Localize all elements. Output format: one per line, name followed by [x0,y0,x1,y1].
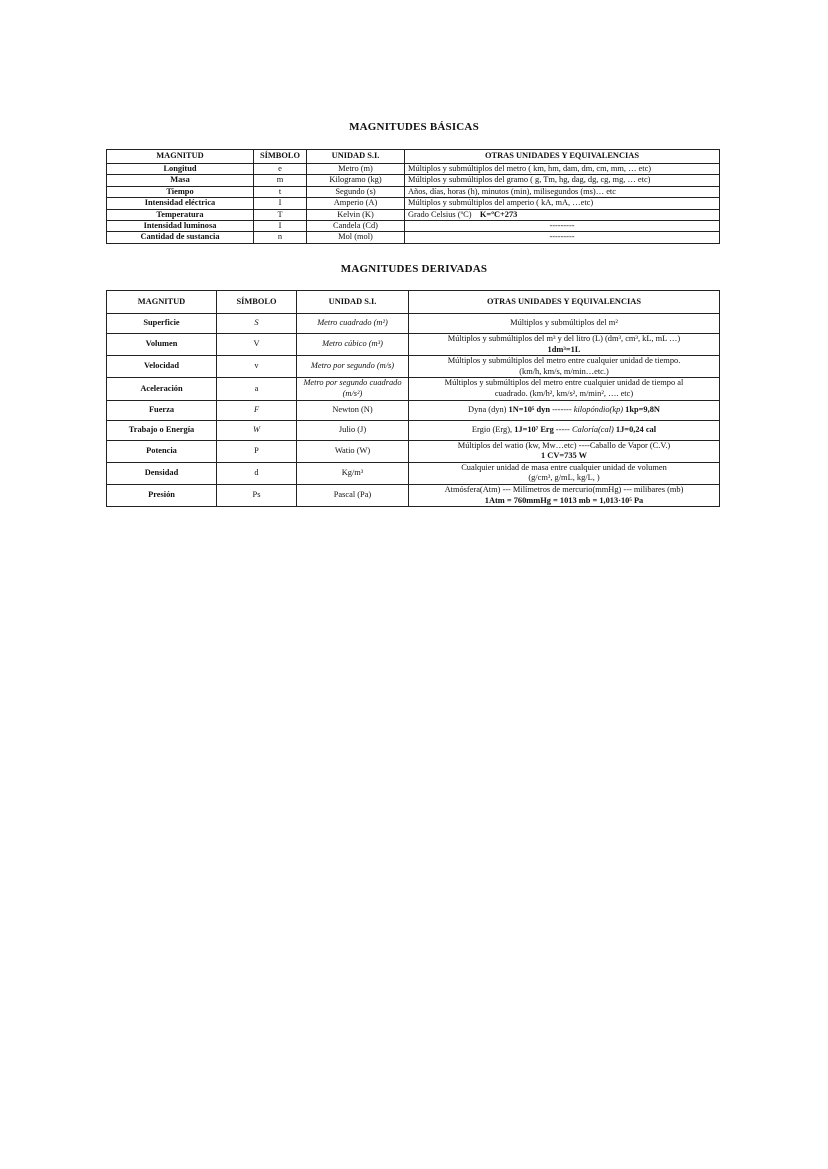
cell-unidad: Pascal (Pa) [297,484,409,506]
cell-magnitud: Temperatura [107,209,254,220]
cell-magnitud: Potencia [107,440,217,462]
cell-otras: Múltiplos y submúltiplos del amperio ( kA, mA, …etc) [405,198,720,209]
cell-simbolo: t [254,186,307,197]
cell-magnitud: Presión [107,484,217,506]
col-header-otras: OTRAS UNIDADES Y EQUIVALENCIAS [409,291,720,314]
temperature-formula: K=ºC+273 [479,209,518,219]
table-row [107,334,720,356]
cell-otras: Años, días, horas (h), minutos (min), milisegundos (ms)… etc [405,186,720,197]
cell-magnitud: Volumen [107,334,217,356]
cell-magnitud: Tiempo [107,186,254,197]
cell-simbolo: F [217,400,297,420]
cell-simbolo: P [217,440,297,462]
otras-text: Grado Celsius (ºC) [408,209,472,219]
derived-title: MAGNITUDES DERIVADAS [340,263,488,275]
cell-magnitud: Aceleración [107,378,217,400]
cell-simbolo: n [254,232,307,243]
cell-unidad: Metro por segundo (m/s) [297,356,409,378]
otras-text: Dyna (dyn) [468,404,507,414]
cell-unidad: Kilogramo (kg) [307,175,405,186]
col-header-otras: OTRAS UNIDADES Y EQUIVALENCIAS [405,150,720,164]
cell-magnitud: Trabajo o Energía [107,420,217,440]
cell-simbolo: e [254,164,307,175]
cell-unidad: Julio (J) [297,420,409,440]
otras-line: Cualquier unidad de masa entre cualquier unidad de volumen [461,462,667,472]
table-row [107,232,720,243]
cell-magnitud: Intensidad eléctrica [107,198,254,209]
cell-simbolo: m [254,175,307,186]
cell-unidad: Kelvin (K) [307,209,405,220]
equivalence-1: 1J=10⁷ Erg [514,424,554,434]
cell-otras [405,209,720,220]
table-header-row [107,291,720,314]
cell-otras [409,484,720,506]
basic-title: MAGNITUDES BÁSICAS [349,121,479,133]
cell-magnitud: Superficie [107,314,217,334]
table-header-row [107,150,720,164]
derived-magnitudes-table [106,290,720,507]
otras-equivalence: 1 CV=735 W [540,451,588,461]
cell-magnitud: Velocidad [107,356,217,378]
equivalence-2: 1kp=9,8N [625,404,660,414]
cell-otras [409,356,720,378]
table-row [107,440,720,462]
cell-simbolo: d [217,462,297,484]
table-row [107,198,720,209]
alt-unit: kilopóndio(kp) [573,404,624,414]
cell-simbolo: I [254,221,307,232]
cell-otras [409,462,720,484]
otras-line: Atmósfera(Atm) --- Milímetros de mercurio(mmHg) --- milibares (mb) [444,484,684,494]
cell-magnitud: Longitud [107,164,254,175]
separator: ----- [555,424,570,434]
cell-simbolo: V [217,334,297,356]
equivalence-1: 1N=10⁵ dyn [508,404,551,414]
otras-line-2: (g/cm³, g/mL, kg/L, ) [528,473,600,483]
table-row [107,484,720,506]
cell-magnitud: Masa [107,175,254,186]
col-header-unidad: UNIDAD S.I. [297,291,409,314]
table-row [107,175,720,186]
cell-magnitud: Cantidad de sustancia [107,232,254,243]
cell-unidad: Kg/m³ [297,462,409,484]
table-row [107,221,720,232]
otras-line: Múltiplos y submúltiplos del m³ y del litro (L) (dm³, cm³, kL, mL …) [447,334,681,343]
table-row [107,378,720,400]
cell-simbolo: a [217,378,297,400]
cell-magnitud: Densidad [107,462,217,484]
table-row [107,400,720,420]
otras-line: Múltiplos y submúltiplos del metro entre cualquier unidad de tiempo. [447,356,681,366]
table-row [107,356,720,378]
basic-magnitudes-table [106,149,720,244]
cell-otras: --------- [405,232,720,243]
cell-otras [409,440,720,462]
otras-line-2: cuadrado. (km/h², km/s², m/min², …. etc) [494,388,634,398]
col-header-simbolo: SÍMBOLO [217,291,297,314]
cell-unidad: Newton (N) [297,400,409,420]
otras-text: Ergio (Erg), [471,424,513,434]
cell-otras: Múltiplos y submúltiplos del m² [409,314,720,334]
table-row [107,420,720,440]
col-header-unidad: UNIDAD S.I. [307,150,405,164]
table-row [107,209,720,220]
table-row [107,164,720,175]
cell-unidad: Metro cúbico (m³) [297,334,409,356]
separator: ------- [552,404,572,414]
otras-line-2: (km/h, km/s, m/min…etc.) [519,366,609,376]
table-row [107,462,720,484]
cell-unidad: Amperio (A) [307,198,405,209]
cell-simbolo: I [254,198,307,209]
col-header-simbolo: SÍMBOLO [254,150,307,164]
cell-otras: Múltiplos y submúltiplos del gramo ( g, Tm, hg, dag, dg, cg, mg, … etc) [405,175,720,186]
cell-unidad: Candela (Cd) [307,221,405,232]
cell-unidad: Segundo (s) [307,186,405,197]
table-row [107,186,720,197]
otras-line: Múltiplos del watio (kw, Mw…etc) ----Caballo de Vapor (C.V.) [457,440,671,450]
table-row [107,314,720,334]
otras-equivalence: 1Atm = 760mmHg = 1013 mb = 1,013·10⁵ Pa [484,495,644,505]
otras-equivalence: 1dm³=1L [547,344,581,354]
cell-magnitud: Intensidad luminosa [107,221,254,232]
alt-unit: Caloría(cal) [571,424,614,434]
cell-simbolo: T [254,209,307,220]
cell-simbolo: S [217,314,297,334]
cell-unidad: Mol (mol) [307,232,405,243]
cell-otras [409,378,720,400]
cell-unidad: Watio (W) [297,440,409,462]
cell-otras [409,334,720,356]
cell-otras [409,420,720,440]
cell-simbolo: v [217,356,297,378]
equivalence-2: 1J=0,24 cal [615,424,657,434]
cell-unidad: Metro (m) [307,164,405,175]
cell-otras: Múltiplos y submúltiplos del metro ( km, hm, dam, dm, cm, mm, … etc) [405,164,720,175]
cell-simbolo: Ps [217,484,297,506]
col-header-magnitud: MAGNITUD [107,291,217,314]
cell-unidad: Metro cuadrado (m²) [297,314,409,334]
col-header-magnitud: MAGNITUD [107,150,254,164]
cell-magnitud: Fuerza [107,400,217,420]
cell-otras [409,400,720,420]
cell-otras: --------- [405,221,720,232]
otras-line: Múltiplos y submúltiplos del metro entre cualquier unidad de tiempo al [444,378,684,388]
cell-simbolo: W [217,420,297,440]
cell-unidad: Metro por segundo cuadrado (m/s²) [297,378,409,400]
